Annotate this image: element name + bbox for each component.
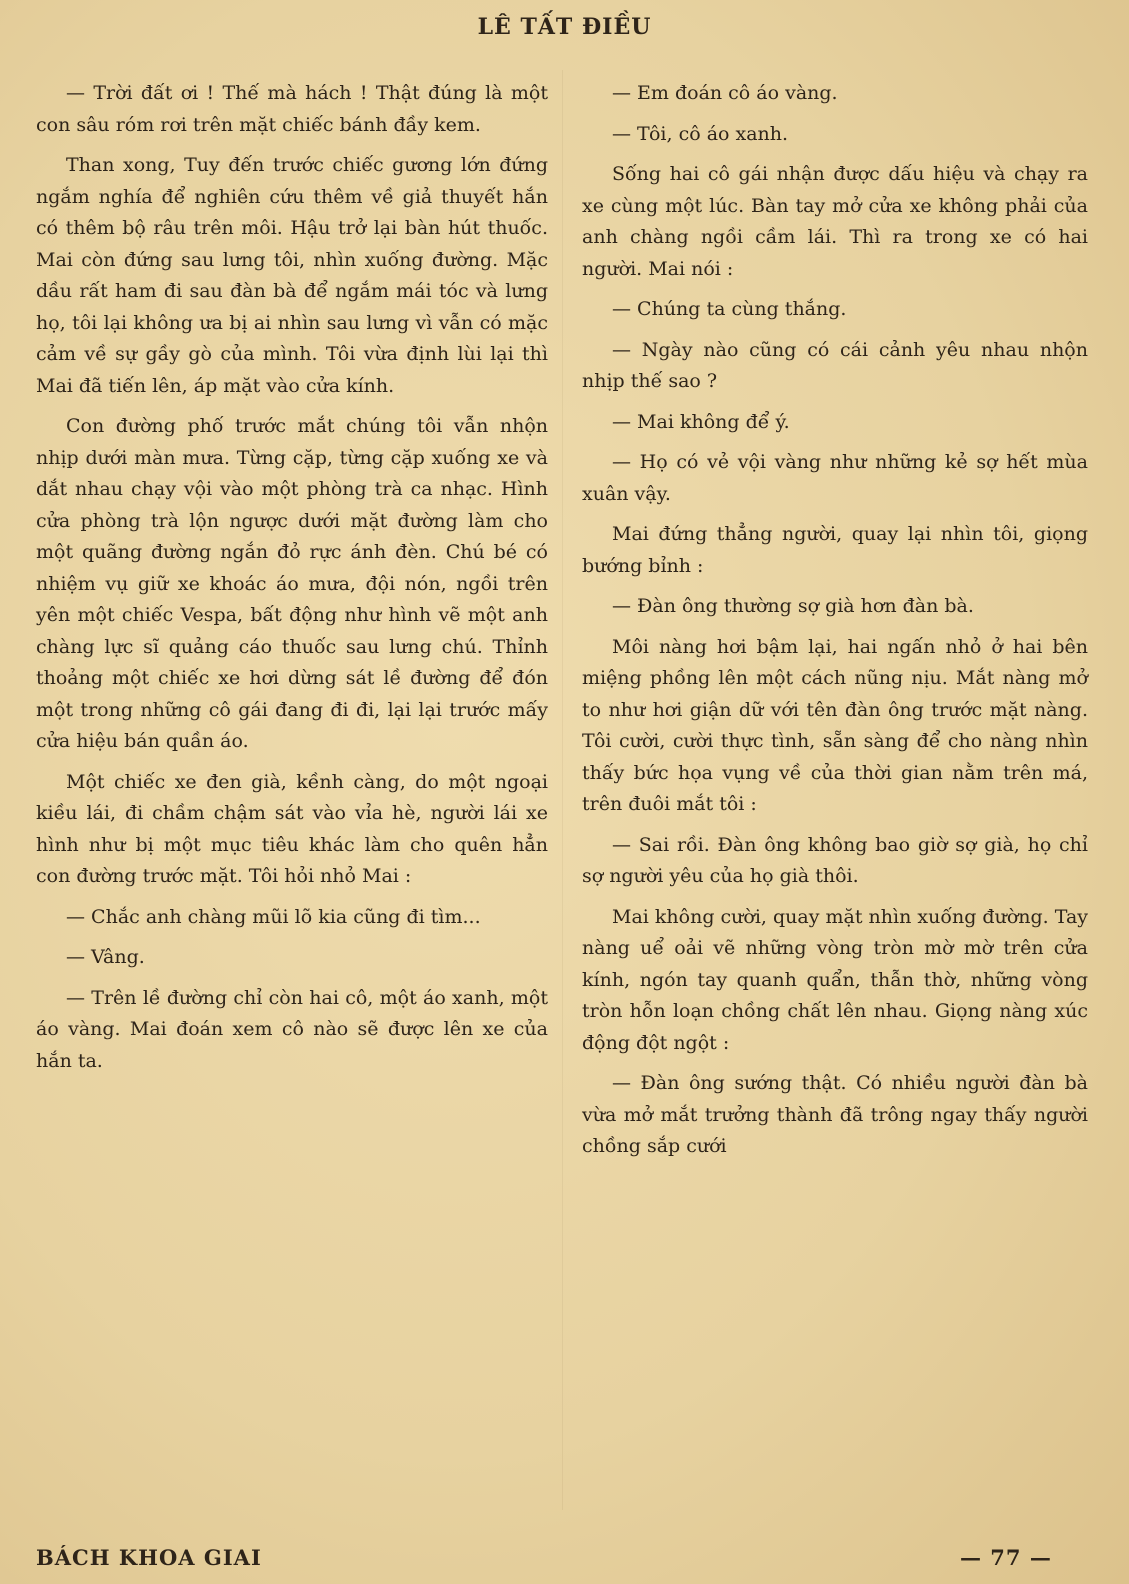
paragraph: — Trời đất ơi ! Thế mà hách ! Thật đúng là một con sâu róm rơi trên mặt chiếc bánh đầy kem. [36,82,548,136]
paragraph: — Em đoán cô áo vàng. [612,82,838,104]
paragraph: Môi nàng hơi bậm lại, hai ngấn nhỏ ở hai bên miệng phồng lên một cách nũng nịu. Mắt nàng mở to như hơi giận dữ với tên đàn ông trước mặt nàng. Tôi cười, cười thực tình, sẵn sàng để cho nàng nhìn thấy bức họa vụng về của thời gian nằm trên má, trên đuôi mắt tôi : [582,635,1088,815]
paragraph: — Đàn ông sướng thật. Có nhiều người đàn bà vừa mở mắt trưởng thành đã trông ngay thấy người chồng sắp cưới [582,1072,1088,1157]
paragraph: Sống hai cô gái nhận được dấu hiệu và chạy ra xe cùng một lúc. Bàn tay mở cửa xe không phải của anh chàng ngồi cầm lái. Thì ra trong xe có hai người. Mai nói : [582,163,1088,280]
paragraph: — Ngày nào cũng có cái cảnh yêu nhau nhộn nhịp thế sao ? [582,338,1088,392]
page-number: — 77 — [960,1545,1052,1570]
paragraph: — Vâng. [66,946,145,968]
paragraph: — Chúng ta cùng thắng. [612,298,847,320]
paragraph: Mai đứng thẳng người, quay lại nhìn tôi, giọng bướng bỉnh : [582,523,1088,577]
running-header: LÊ TẤT ĐIỀU [477,14,652,40]
left-column [36,78,548,1086]
column-gutter [562,70,563,1510]
paragraph: Một chiếc xe đen già, kềnh càng, do một ngoại kiều lái, đi chầm chậm sát vào vỉa hè, người lái xe hình như bị một mục tiêu khác làm cho quên hẳn con đường trước mặt. Tôi hỏi nhỏ Mai : [36,770,548,887]
paragraph: Mai không cười, quay mặt nhìn xuống đường. Tay nàng uể oải vẽ những vòng tròn mờ mờ trên cửa kính, ngón tay quanh quẩn, thẫn thờ, những vòng tròn hỗn loạn chồng chất lên nhau. Giọng nàng xúc động đột ngột : [582,905,1088,1054]
right-column [582,78,1088,1172]
paragraph: — Mai không để ý. [612,410,790,433]
paragraph: — Tôi, cô áo xanh. [612,122,789,145]
paragraph: — Sai rồi. Đàn ông không bao giờ sợ già, họ chỉ sợ người yêu của họ già thôi. [582,833,1088,887]
paragraph: — Đàn ông thường sợ già hơn đàn bà. [612,595,974,617]
magazine-name: BÁCH KHOA GIAI [36,1545,262,1570]
paragraph: Than xong, Tuy đến trước chiếc gương lớn đứng ngắm nghía để nghiên cứu thêm về giả thuyết hắn có thêm bộ râu trên môi. Hậu trở lại bàn hút thuốc. Mai còn đứng sau lưng tôi, nhìn xuống đường. Mặc dầu rất ham đi sau đàn bà để ngắm mái tóc và lưng họ, tôi lại không ưa bị ai nhìn sau lưng vì vẫn có mặc cảm về sự gầy gò của mình. Tôi vừa định lùi lại thì Mai đã tiến lên, áp mặt vào cửa kính. [36,154,548,397]
paragraph: — Trên lề đường chỉ còn hai cô, một áo xanh, một áo vàng. Mai đoán xem cô nào sẽ được lên xe của hắn ta. [36,986,548,1072]
paragraph: — Họ có vẻ vội vàng như những kẻ sợ hết mùa xuân vậy. [582,451,1088,505]
paragraph: Con đường phố trước mắt chúng tôi vẫn nhộn nhịp dưới màn mưa. Từng cặp, từng cặp xuống xe và dắt nhau chạy vội vào một phòng trà ca nhạc. Hình cửa phòng trà lộn ngược dưới mặt đường làm cho một quãng đường ngắn đỏ rực ánh đèn. Chú bé có nhiệm vụ giữ xe khoác áo mưa, đội nón, ngồi trên yên một chiếc Vespa, bất động như hình vẽ một anh chàng lực sĩ quảng cáo thuốc sau lưng chú. Thỉnh thoảng một chiếc xe hơi dừng sát lề đường để đón một trong những cô gái đang đi đi, lại lại trước mấy cửa hiệu bán quần áo. [36,415,548,752]
paragraph: — Chắc anh chàng mũi lõ kia cũng đi tìm... [66,905,481,928]
